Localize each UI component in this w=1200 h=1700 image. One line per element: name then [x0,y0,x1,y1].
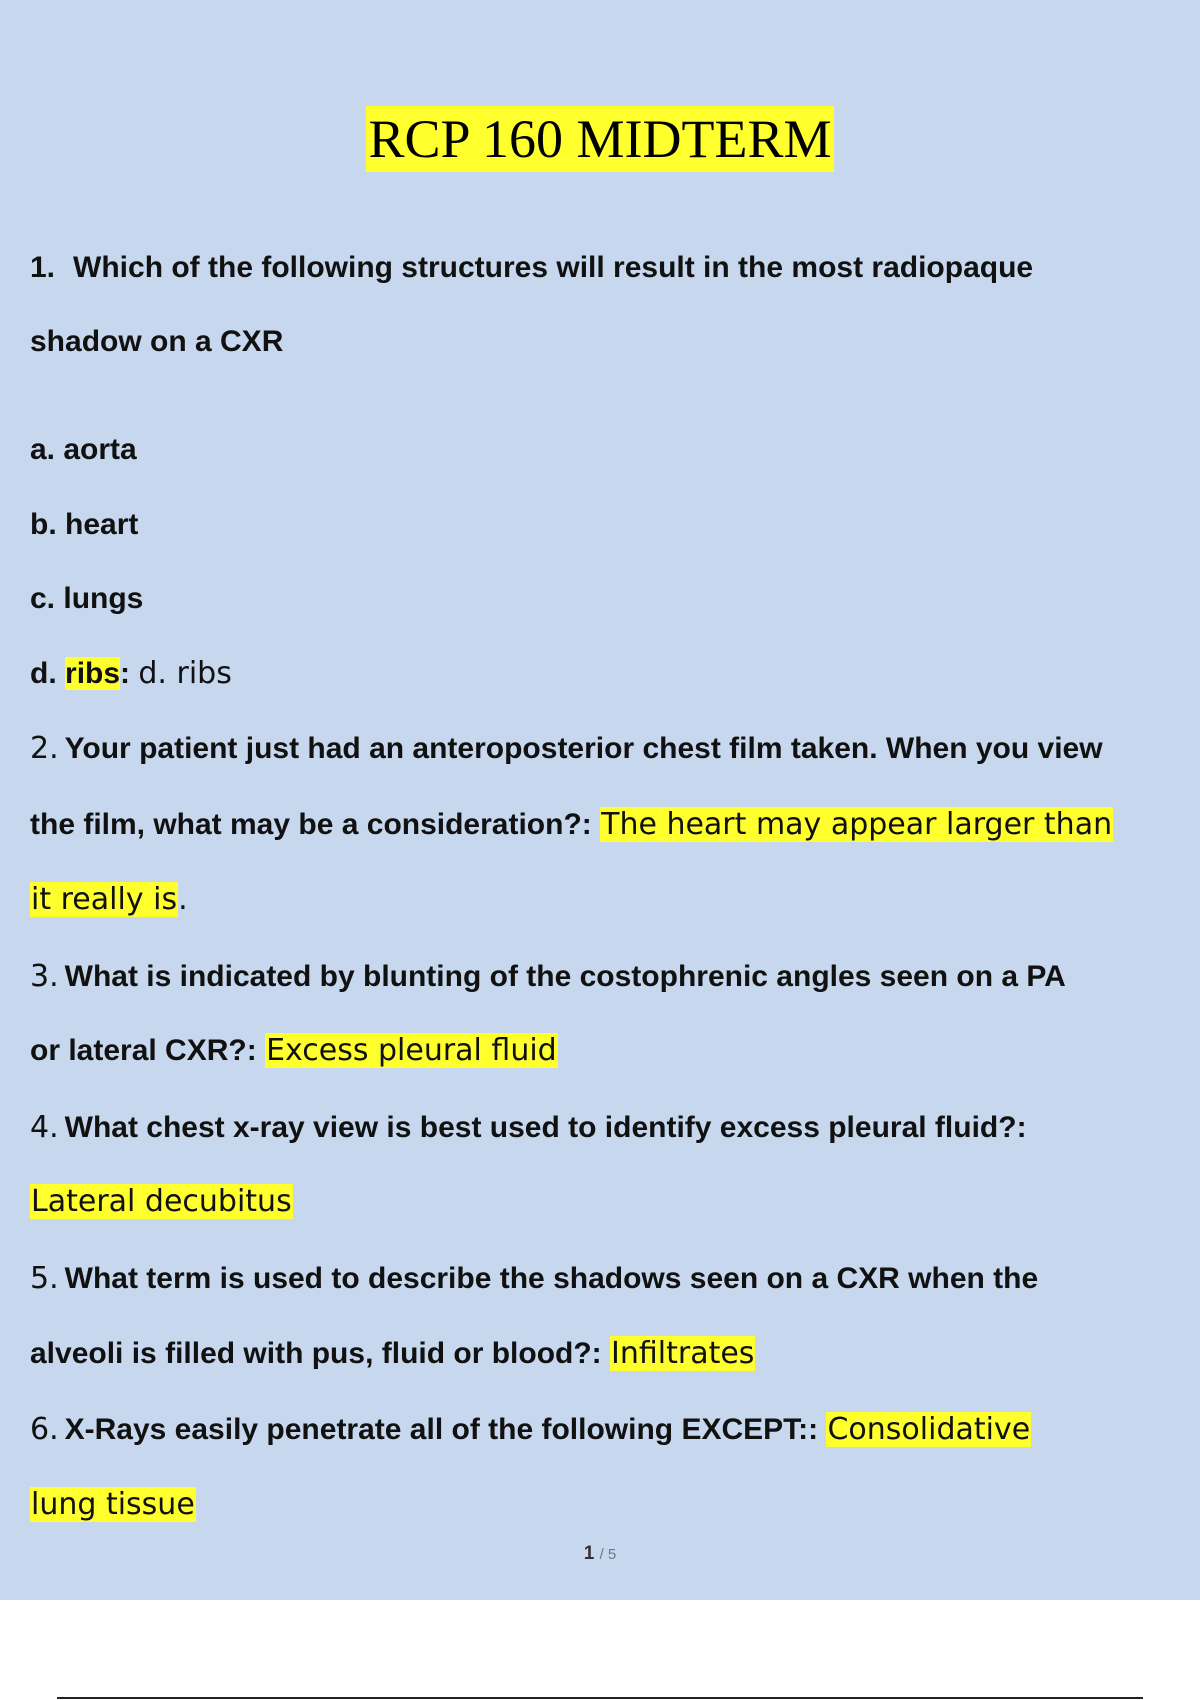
question-5-answer: Infiltrates [611,1336,755,1371]
question-1-option-d [30,654,232,694]
question-6-number: 6. [30,1412,59,1447]
question-2-answer-line-2: it really is [31,882,178,917]
option-b-text: b. heart [30,508,139,541]
question-2-text-line-2: the film, what may be a consideration?: [30,808,592,841]
question-2-trailing: . [178,882,188,917]
question-6-text-line-1: X-Rays easily penetrate all of the following EXCEPT:: [64,1413,819,1446]
question-3-answer: Excess pleural fluid [266,1033,557,1068]
question-6-answer-line-1: Consolidative [827,1412,1031,1447]
question-5-text-line-1: What term is used to describe the shadows seen on a CXR when the [64,1262,1039,1295]
total-pages: / 5 [599,1546,617,1563]
current-page-number: 1 [583,1543,595,1564]
question-6-answer-line-2: lung tissue [31,1487,195,1522]
question-6-line-2 [30,1485,196,1525]
question-2-text-line-1: Your patient just had an anteroposterior chest film taken. When you view [64,732,1103,765]
question-3-line-1 [30,957,1066,997]
question-6-line-1 [30,1410,1031,1450]
question-1-text-line-1: Which of the following structures will result in the most radiopaque [73,251,1034,284]
question-1-number: 1. [30,251,56,284]
next-page-top-rule [57,1697,1143,1699]
question-1-line-1 [30,248,1033,288]
question-3-text-line-2: or lateral CXR?: [30,1034,257,1067]
question-2-answer-line-1: The heart may appear larger than [601,807,1113,842]
question-4-line-2 [30,1182,293,1222]
question-4-text-line-1: What chest x-ray view is best used to identify excess pleural fluid?: [64,1111,1027,1144]
question-5-line-2 [30,1334,755,1374]
option-d-answer: d. ribs [138,656,232,691]
question-2-line-3 [30,880,188,920]
question-3-text-line-1: What is indicated by blunting of the costophrenic angles seen on a PA [64,960,1066,993]
question-5-text-line-2: alveoli is filled with pus, fluid or blood?: [30,1337,602,1370]
question-5-line-1 [30,1259,1038,1299]
question-3-line-2 [30,1031,558,1071]
question-1-option-c [30,579,143,619]
question-1-line-2 [30,322,283,362]
question-2-line-2 [30,805,1113,845]
question-5-number: 5. [30,1261,59,1296]
title-container [0,106,1200,172]
question-3-number: 3. [30,959,59,994]
question-4-line-1 [30,1108,1027,1148]
question-1-option-b [30,505,138,545]
question-1-option-a [30,430,137,470]
page-indicator [0,1543,1200,1565]
page-title: RCP 160 MIDTERM [366,106,833,172]
option-d-colon: : [120,657,131,690]
option-a-text: a. aorta [30,433,137,466]
question-2-number: 2. [30,731,59,766]
option-d-highlight: ribs [65,657,121,690]
question-2-line-1 [30,729,1103,769]
option-c-text: c. lungs [30,582,144,615]
question-1-text-line-2: shadow on a CXR [30,325,284,358]
question-4-answer: Lateral decubitus [31,1184,292,1219]
question-4-number: 4. [30,1110,59,1145]
option-d-prefix: d. [30,657,57,690]
